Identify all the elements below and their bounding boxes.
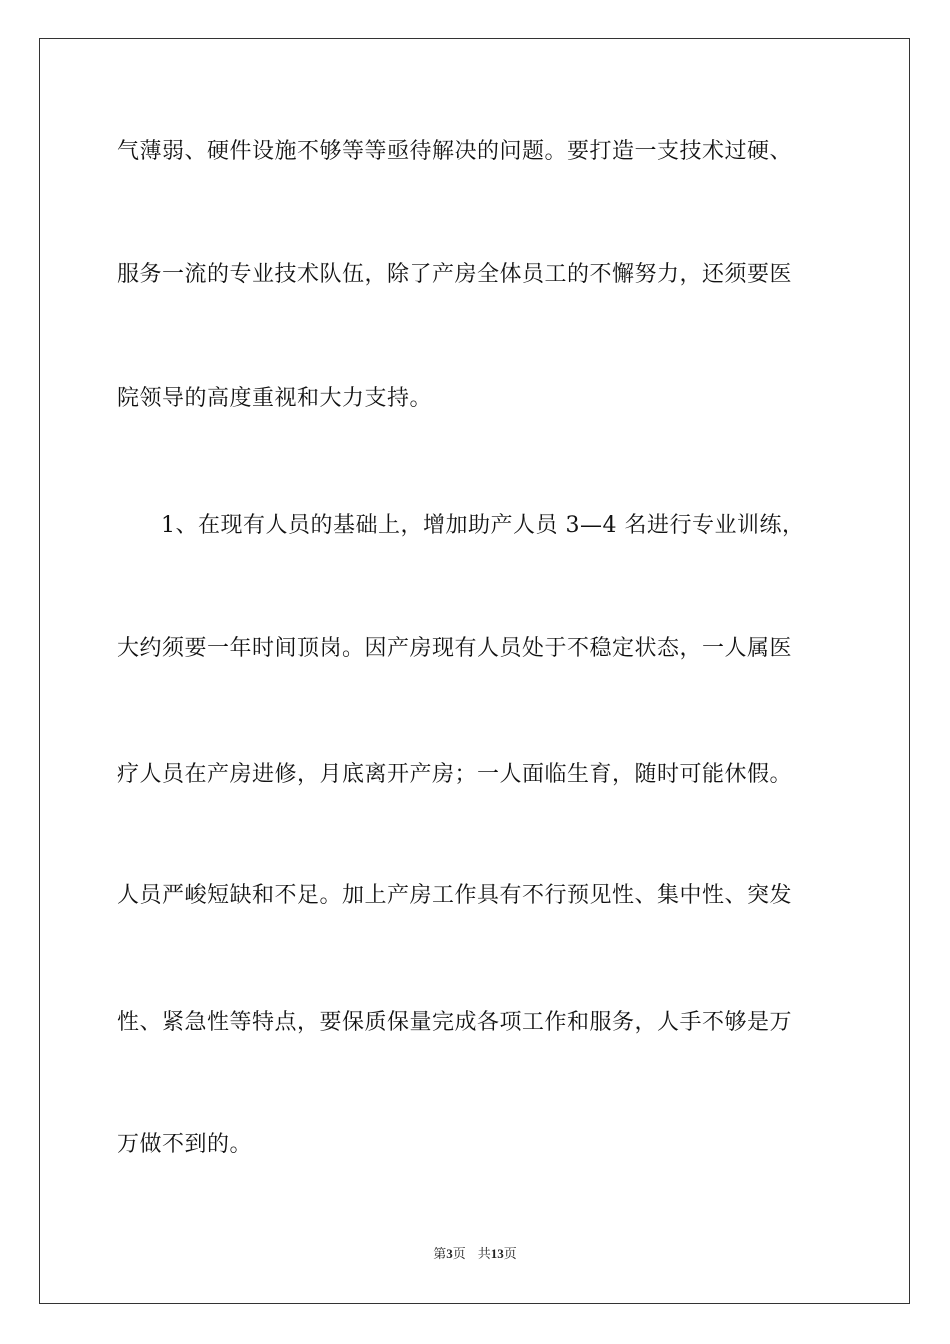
text-line-3: 院领导的高度重视和大力支持。 [117,386,433,411]
text-line-1: 气薄弱、硬件设施不够等等亟待解决的问题。要打造一支技术过硬、 [117,139,793,164]
page-footer [0,1246,950,1262]
total-suffix: 页 [503,1246,517,1261]
text-line-8: 性、紧急性等特点，要保质保量完成各项工作和服务，人手不够是万 [117,1010,793,1035]
page-current: 3 [446,1246,453,1261]
total-prefix: 共 [477,1246,491,1261]
text-line-9: 万做不到的。 [117,1132,253,1157]
text-line-4: 1、在现有人员的基础上，增加助产人员 3—4 名进行专业训练， [161,513,805,538]
page-frame [39,38,910,1304]
text-line-7: 人员严峻短缺和不足。加上产房工作具有不行预见性、集中性、突发 [117,883,793,908]
page-total: 13 [490,1246,504,1261]
text-line-6: 疗人员在产房进修，月底离开产房；一人面临生育，随时可能休假。 [117,762,793,787]
page-suffix: 页 [452,1246,466,1261]
text-line-5: 大约须要一年时间顶岗。因产房现有人员处于不稳定状态，一人属医 [117,636,793,661]
text-line-2: 服务一流的专业技术队伍，除了产房全体员工的不懈努力，还须要医 [117,262,793,287]
page-prefix: 第 [433,1246,447,1261]
